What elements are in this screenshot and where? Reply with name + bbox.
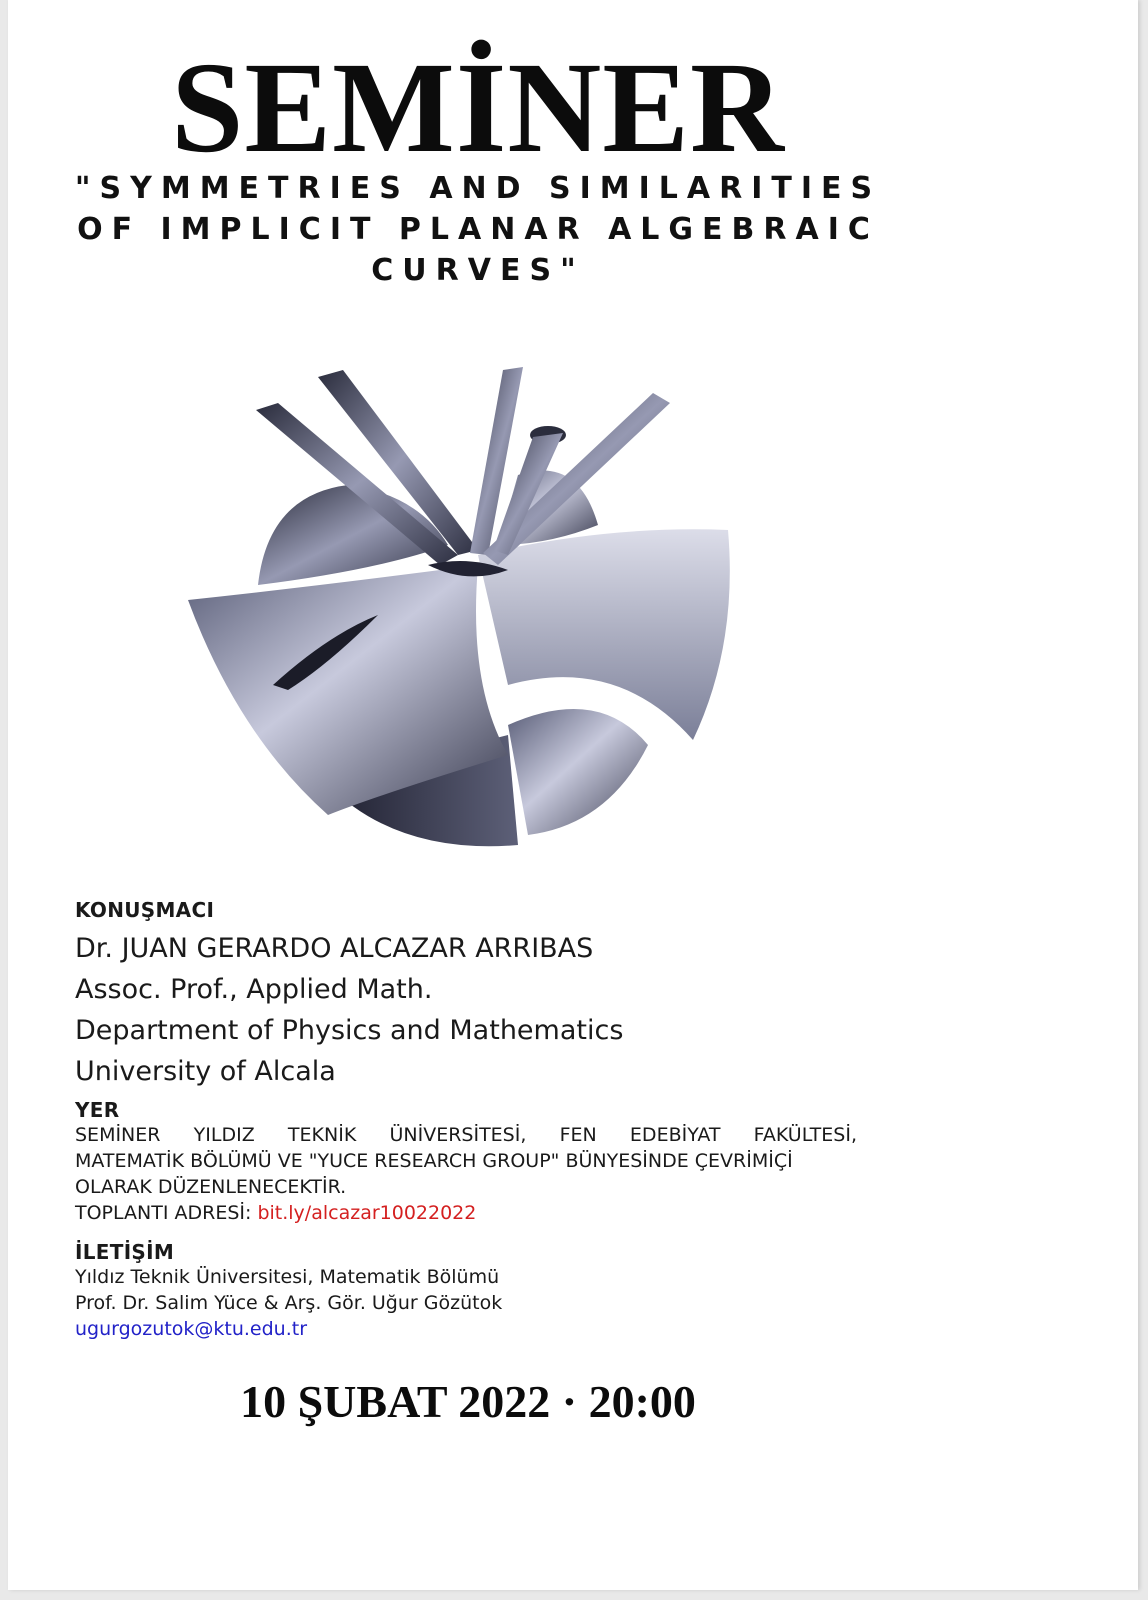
venue-line-3: OLARAK DÜZENLENECEKTİR. <box>75 1176 347 1198</box>
poster-title: SEMİNER <box>171 36 785 180</box>
event-date-time: 10 ŞUBAT 2022 · 20:00 <box>240 1376 696 1427</box>
meeting-address-label: TOPLANTI ADRESİ: <box>75 1202 252 1224</box>
contact-label: İLETİŞİM <box>75 1240 175 1264</box>
talk-title-line-3: CURVES" <box>371 253 585 288</box>
speaker-section <box>75 898 875 1092</box>
venue-line-2: MATEMATİK BÖLÜMÜ VE "YUCE RESEARCH GROUP" BÜNYESİNDE ÇEVRİMİÇİ <box>75 1150 793 1172</box>
surface-lower-lobe-right <box>508 709 648 835</box>
talk-title-line-2: OF IMPLICIT PLANAR ALGEBRAIC <box>77 212 879 247</box>
venue-line-1: SEMİNER YILDIZ TEKNİK ÜNİVERSİTESİ, FEN EDEBİYAT FAKÜLTESİ, <box>75 1124 857 1146</box>
talk-title <box>68 168 888 291</box>
contact-email-link[interactable]: ugurgozutok@ktu.edu.tr <box>75 1318 308 1340</box>
surface-right-sheet <box>478 529 730 740</box>
speaker-position: Assoc. Prof., Applied Math. <box>75 974 433 1005</box>
venue-label: YER <box>75 1098 120 1122</box>
contact-section <box>75 1240 875 1342</box>
contact-line-2: Prof. Dr. Salim Yüce & Arş. Gör. Uğur Gözütok <box>75 1292 503 1314</box>
speaker-department: Department of Physics and Mathematics <box>75 1015 624 1046</box>
talk-title-line-1: "SYMMETRIES AND SIMILARITIES <box>74 171 882 206</box>
speaker-label: KONUŞMACI <box>75 898 215 922</box>
algebraic-surface-illustration <box>178 355 768 875</box>
meeting-address <box>75 1200 875 1226</box>
poster-sheet <box>8 0 1138 1590</box>
meeting-link[interactable]: bit.ly/alcazar10022022 <box>257 1202 477 1224</box>
speaker-university: University of Alcala <box>75 1056 336 1087</box>
venue-section <box>75 1098 875 1226</box>
speaker-name: Dr. JUAN GERARDO ALCAZAR ARRIBAS <box>75 933 594 964</box>
contact-line-1: Yıldız Teknik Üniversitesi, Matematik Bölümü <box>75 1266 500 1288</box>
